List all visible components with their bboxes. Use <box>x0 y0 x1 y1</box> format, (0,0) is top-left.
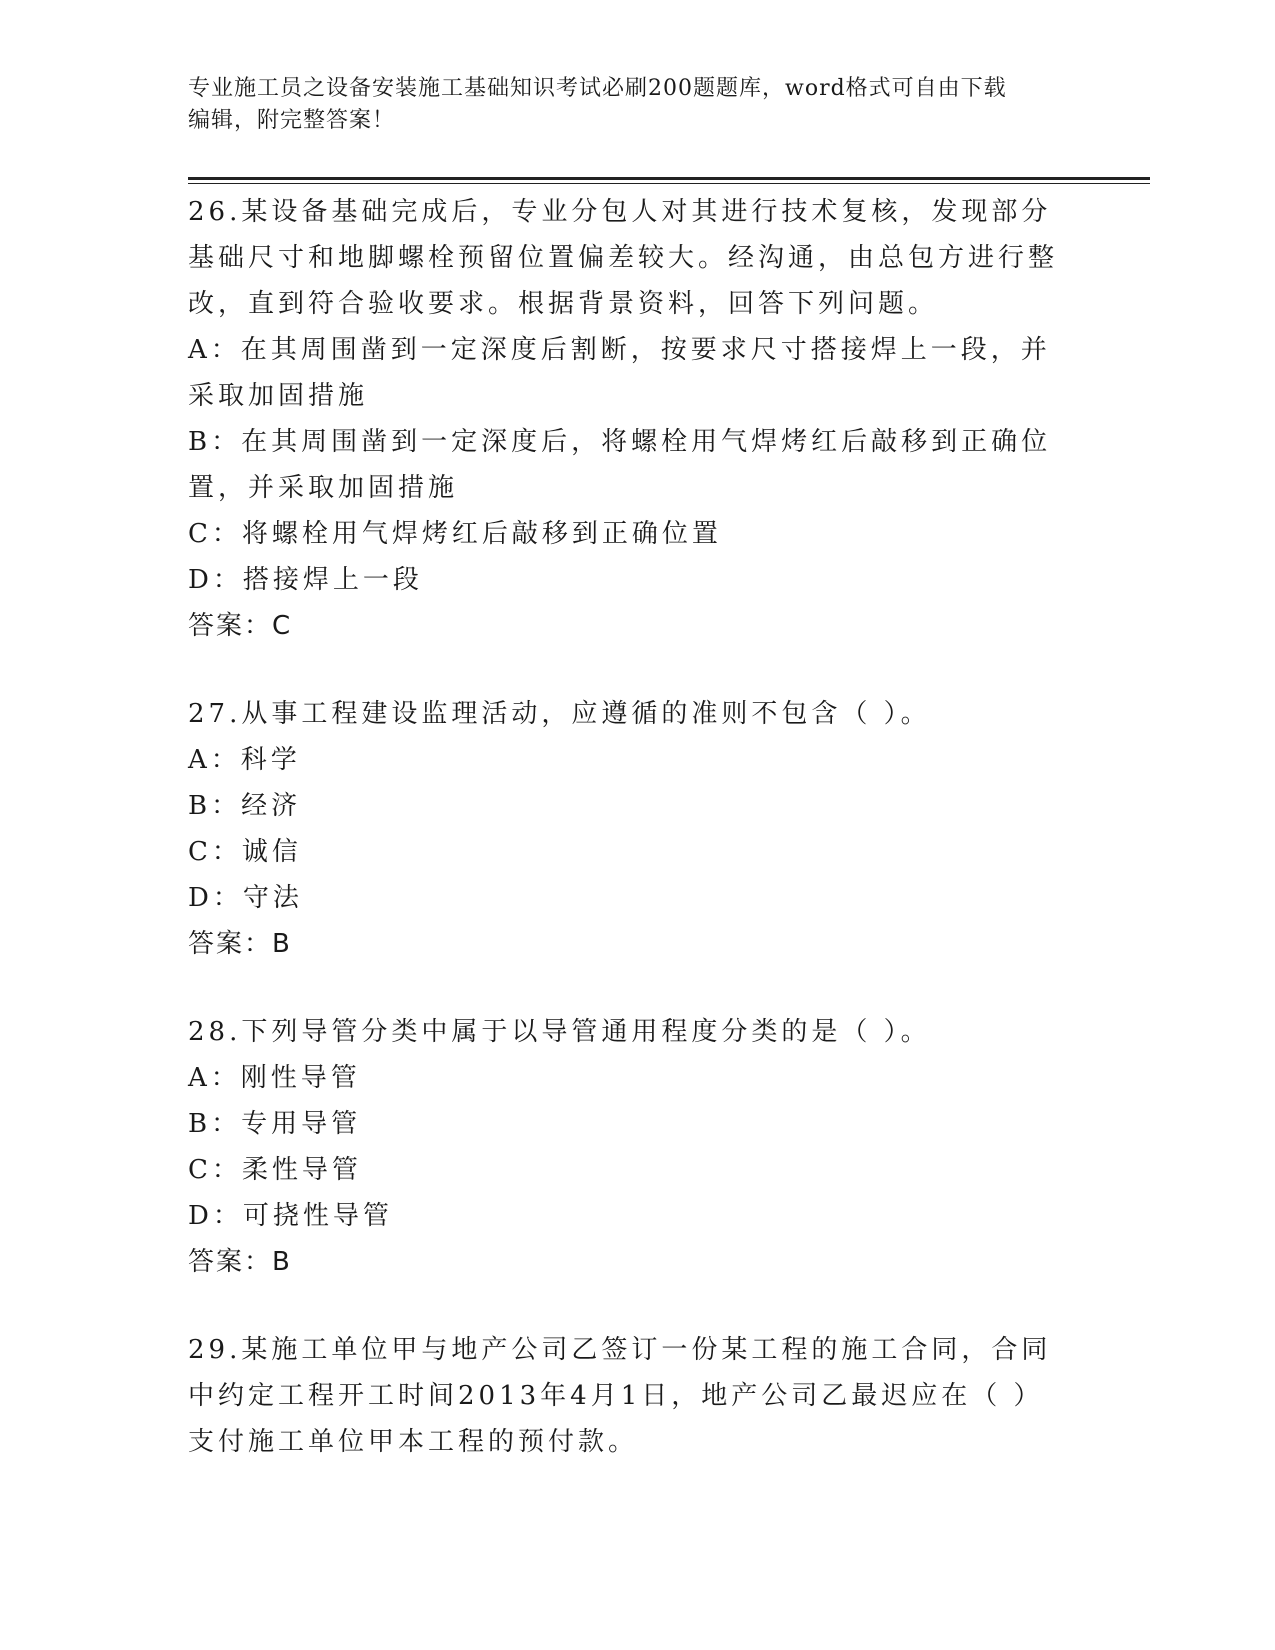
option-c: C：将螺栓用气焊烤红后敲移到正确位置 <box>188 519 722 549</box>
option-a: A：刚性导管 <box>188 1063 361 1093</box>
option-b: B：专用导管 <box>188 1109 362 1139</box>
header-divider-thick <box>188 177 1150 180</box>
question-list <box>188 189 1068 1507</box>
answer: 答案：B <box>188 1247 292 1277</box>
question-stem: 27.从事工程建设监理活动，应遵循的准则不包含（ ）。 <box>188 699 931 729</box>
option-c: C：诚信 <box>188 837 302 867</box>
header-line-2: 编辑，附完整答案！ <box>188 108 396 133</box>
option-a: A：在其周围凿到一定深度后割断，按要求尺寸搭接焊上一段，并采取加固措施 <box>188 335 1051 411</box>
question-27 <box>188 691 1068 967</box>
option-d: D：可挠性导管 <box>188 1201 393 1231</box>
question-stem: 28.下列导管分类中属于以导管通用程度分类的是（ ）。 <box>188 1017 931 1047</box>
answer: 答案：B <box>188 929 292 959</box>
question-29 <box>188 1327 1068 1465</box>
option-b: B：经济 <box>188 791 302 821</box>
option-c: C：柔性导管 <box>188 1155 362 1185</box>
header-line-1: 专业施工员之设备安装施工基础知识考试必刷200题题库，word格式可自由下载 <box>188 76 1007 101</box>
page-header <box>188 73 1068 137</box>
option-a: A：科学 <box>188 745 301 775</box>
option-d: D：搭接焊上一段 <box>188 565 423 595</box>
option-b: B：在其周围凿到一定深度后，将螺栓用气焊烤红后敲移到正确位置，并采取加固措施 <box>188 427 1052 503</box>
option-d: D：守法 <box>188 883 303 913</box>
answer: 答案：C <box>188 611 293 641</box>
question-stem: 29.某施工单位甲与地产公司乙签订一份某工程的施工合同，合同中约定工程开工时间2013年4月1日，地产公司乙最迟应在（ ）支付施工单位甲本工程的预付款。 <box>188 1335 1052 1457</box>
question-28 <box>188 1009 1068 1285</box>
header-divider-thin <box>188 183 1150 184</box>
question-26 <box>188 189 1068 649</box>
question-stem: 26.某设备基础完成后，专业分包人对其进行技术复核，发现部分基础尺寸和地脚螺栓预留位置偏差较大。经沟通，由总包方进行整改，直到符合验收要求。根据背景资料，回答下列问题。 <box>188 197 1059 319</box>
